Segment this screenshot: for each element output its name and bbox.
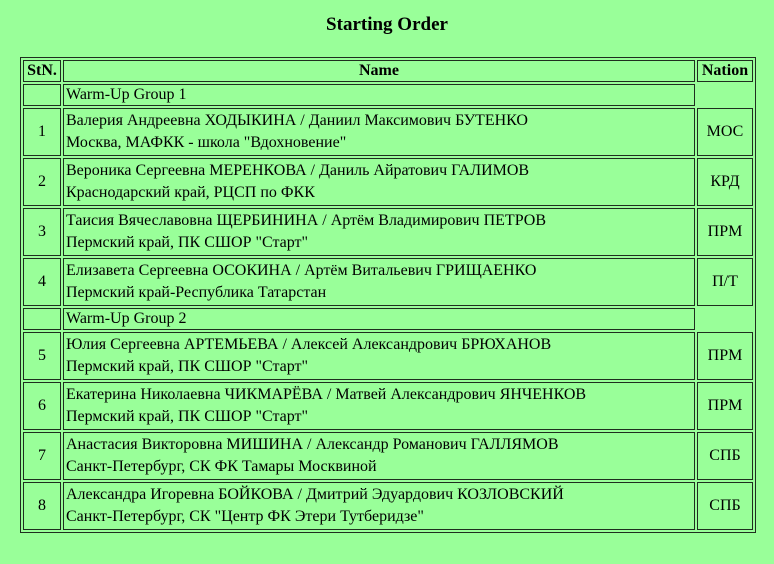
club-region: Санкт-Петербург, СК ФК Тамары Москвиной <box>66 458 377 475</box>
stn-cell: 1 <box>23 108 61 156</box>
skater-pair-cell <box>63 482 695 530</box>
starting-order-table <box>20 57 756 533</box>
page-title: Starting Order <box>326 14 448 35</box>
stn-cell: 6 <box>23 382 61 430</box>
nation-cell: СПБ <box>697 432 753 480</box>
pair-names: Анастасия Викторовна МИШИНА / Александр Романович ГАЛЛЯМОВ <box>66 436 559 453</box>
nation-cell: ПРМ <box>697 382 753 430</box>
entry-row <box>23 482 753 530</box>
stn-cell <box>23 84 61 106</box>
warmup-group-label: Warm-Up Group 1 <box>63 84 695 106</box>
skater-pair-cell <box>63 258 695 306</box>
header-stn: StN. <box>23 60 61 82</box>
stn-cell: 3 <box>23 208 61 256</box>
pair-names: Валерия Андреевна ХОДЫКИНА / Даниил Максимович БУТЕНКО <box>66 112 528 129</box>
skater-pair-cell <box>63 332 695 380</box>
pair-names: Юлия Сергеевна АРТЕМЬЕВА / Алексей Александрович БРЮХАНОВ <box>66 336 552 353</box>
header-nation: Nation <box>697 60 753 82</box>
header-row <box>23 60 753 82</box>
stn-cell: 5 <box>23 332 61 380</box>
nation-cell: П/Т <box>697 258 753 306</box>
skater-pair-cell <box>63 382 695 430</box>
club-region: Пермский край-Республика Татарстан <box>66 284 327 301</box>
stn-cell: 4 <box>23 258 61 306</box>
group-row <box>23 308 753 330</box>
club-region: Пермский край, ПК СШОР "Старт" <box>66 358 309 375</box>
pair-names: Екатерина Николаевна ЧИКМАРЁВА / Матвей Александрович ЯНЧЕНКОВ <box>66 386 587 403</box>
nation-cell: ПРМ <box>697 332 753 380</box>
skater-pair-cell <box>63 208 695 256</box>
stn-cell <box>23 308 61 330</box>
nation-cell: СПБ <box>697 482 753 530</box>
nation-cell: МОС <box>697 108 753 156</box>
stn-cell: 8 <box>23 482 61 530</box>
stn-cell: 2 <box>23 158 61 206</box>
pair-names: Елизавета Сергеевна ОСОКИНА / Артём Витальевич ГРИЩАЕНКО <box>66 262 537 279</box>
stn-cell: 7 <box>23 432 61 480</box>
skater-pair-cell <box>63 158 695 206</box>
club-region: Пермский край, ПК СШОР "Старт" <box>66 234 309 251</box>
entry-row <box>23 258 753 306</box>
group-row <box>23 84 753 106</box>
nation-cell: ПРМ <box>697 208 753 256</box>
club-region: Москва, МАФКК - школа "Вдохновение" <box>66 134 347 151</box>
club-region: Санкт-Петербург, СК "Центр ФК Этери Тутберидзе" <box>66 508 424 525</box>
pair-names: Александра Игоревна БОЙКОВА / Дмитрий Эдуардович КОЗЛОВСКИЙ <box>66 486 564 503</box>
pair-names: Вероника Сергеевна МЕРЕНКОВА / Даниль Айратович ГАЛИМОВ <box>66 162 530 179</box>
entry-row <box>23 158 753 206</box>
header-name: Name <box>63 60 695 82</box>
pair-names: Таисия Вячеславовна ЩЕРБИНИНА / Артём Владимирович ПЕТРОВ <box>66 212 547 229</box>
entry-row <box>23 108 753 156</box>
skater-pair-cell <box>63 432 695 480</box>
entry-row <box>23 332 753 380</box>
entry-row <box>23 382 753 430</box>
entry-row <box>23 432 753 480</box>
entry-row <box>23 208 753 256</box>
club-region: Пермский край, ПК СШОР "Старт" <box>66 408 309 425</box>
nation-cell: КРД <box>697 158 753 206</box>
warmup-group-label: Warm-Up Group 2 <box>63 308 695 330</box>
skater-pair-cell <box>63 108 695 156</box>
club-region: Краснодарский край, РЦСП по ФКК <box>66 184 315 201</box>
